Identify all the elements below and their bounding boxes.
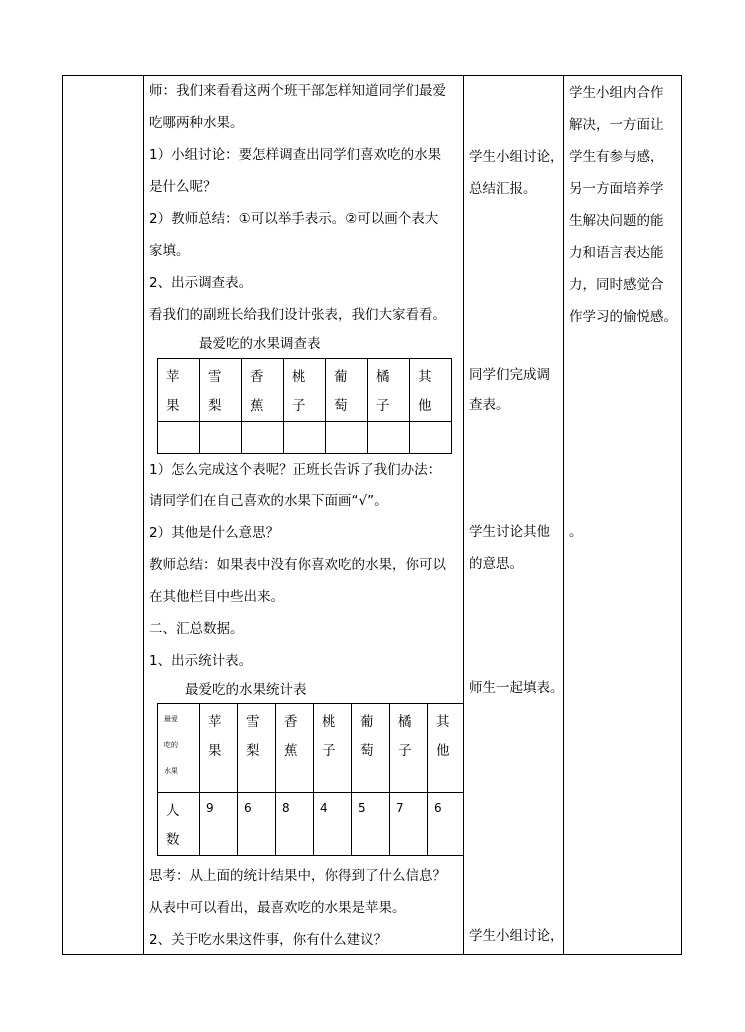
stat-header-cell: 苹果 bbox=[200, 704, 238, 793]
stat-value-cell: 4 bbox=[314, 793, 352, 856]
stat-value-cell: 7 bbox=[390, 793, 428, 856]
stat-value-cell: 9 bbox=[200, 793, 238, 856]
design-intent-line: 学生小组内合作 bbox=[569, 85, 664, 101]
survey-blank-cell bbox=[284, 422, 326, 454]
survey-header-cell: 苹果 bbox=[158, 359, 200, 422]
stat-table-title: 最爱吃的水果统计表 bbox=[185, 682, 307, 698]
survey-table bbox=[157, 358, 452, 454]
design-intent-line: 解决，一方面让 bbox=[569, 117, 664, 133]
survey-blank-cell bbox=[242, 422, 284, 454]
student-activity-b2: 查表。 bbox=[469, 397, 510, 413]
lesson-plan-table bbox=[62, 75, 682, 955]
survey-header-cell: 雪梨 bbox=[200, 359, 242, 422]
survey-blank-cell bbox=[200, 422, 242, 454]
stat-header-cell: 橘子 bbox=[390, 704, 428, 793]
last-step: 2、关于吃水果这件事，你有什么建议？ bbox=[149, 932, 388, 948]
survey-header-cell: 香蕉 bbox=[242, 359, 284, 422]
stat-table bbox=[157, 703, 463, 856]
design-intent-line: 另一方面培养学 bbox=[569, 181, 664, 197]
stat-header-cell: 雪梨 bbox=[238, 704, 276, 793]
design-intent-line: 力和语言表达能 bbox=[569, 245, 664, 261]
summary-line-2: 在其他栏目中些出来。 bbox=[149, 589, 284, 605]
stat-header-cell: 桃子 bbox=[314, 704, 352, 793]
student-activity-c1: 学生讨论其他 bbox=[469, 524, 550, 540]
question-1-line-2: 是什么呢？ bbox=[149, 179, 217, 195]
survey-header-cell: 葡萄 bbox=[326, 359, 368, 422]
design-intent-line: 生解决问题的能 bbox=[569, 213, 664, 229]
design-intent-line: 力，同时感觉合 bbox=[569, 277, 664, 293]
student-activity-d1: 师生一起填表。 bbox=[469, 680, 563, 696]
summary-line-1: 教师总结：如果表中没有你喜欢吃的水果，你可以 bbox=[149, 557, 446, 573]
think-line-2: 从表中可以看出，最喜欢吃的水果是苹果。 bbox=[149, 900, 406, 916]
question-1-line-1: 1）小组讨论：要怎样调查出同学们喜欢吃的水果 bbox=[149, 147, 442, 163]
section-2-step-1: 1、出示统计表。 bbox=[149, 653, 253, 669]
survey-header-cell: 其他 bbox=[410, 359, 452, 422]
stat-row-label: 人数 bbox=[158, 793, 200, 856]
student-activity-c2: 的意思。 bbox=[469, 556, 523, 572]
stat-value-cell: 6 bbox=[238, 793, 276, 856]
teacher-activity-column bbox=[143, 76, 463, 954]
section-2-heading: 二、汇总数据。 bbox=[149, 621, 244, 637]
after-survey-line-1: 1）怎么完成这个表呢？正班长告诉了我们办法： bbox=[149, 462, 442, 478]
design-intent-line: 学生有参与感， bbox=[569, 149, 664, 165]
student-activity-e1: 学生小组讨论， bbox=[469, 928, 563, 944]
student-activity-column bbox=[463, 76, 563, 954]
after-survey-line-2: 请同学们在自己喜欢的水果下面画“√”。 bbox=[149, 493, 388, 509]
survey-blank-cell bbox=[410, 422, 452, 454]
question-2-line-1: 2）教师总结：①可以举手表示。②可以画个表大 bbox=[149, 211, 439, 227]
stat-corner-cell: 最爱吃的水果 bbox=[158, 704, 200, 793]
step-2-description: 看我们的副班长给我们设计张表，我们大家看看。 bbox=[149, 307, 446, 323]
stat-header-cell: 香蕉 bbox=[276, 704, 314, 793]
intro-line-1: 师：我们来看看这两个班干部怎样知道同学们最爱 bbox=[149, 83, 446, 99]
column-empty bbox=[63, 76, 143, 954]
survey-table-title: 最爱吃的水果调查表 bbox=[199, 336, 321, 352]
stat-value-cell: 5 bbox=[352, 793, 390, 856]
stat-value-cell: 6 bbox=[428, 793, 464, 856]
student-activity-a1: 学生小组讨论， bbox=[469, 149, 563, 165]
think-line-1: 思考：从上面的统计结果中，你得到了什么信息？ bbox=[149, 868, 446, 884]
survey-blank-cell bbox=[158, 422, 200, 454]
student-activity-b1: 同学们完成调 bbox=[469, 367, 550, 383]
stat-header-cell: 其他 bbox=[428, 704, 464, 793]
intro-line-2: 吃哪两种水果。 bbox=[149, 115, 244, 131]
stat-header-cell: 葡萄 bbox=[352, 704, 390, 793]
step-2-heading: 2、出示调查表。 bbox=[149, 275, 253, 291]
student-activity-a2: 总结汇报。 bbox=[469, 181, 537, 197]
survey-blank-cell bbox=[368, 422, 410, 454]
question-2-line-2: 家填。 bbox=[149, 243, 190, 259]
stat-value-cell: 8 bbox=[276, 793, 314, 856]
design-intent-line: 作学习的愉悦感。 bbox=[569, 309, 677, 325]
survey-header-cell: 橘子 bbox=[368, 359, 410, 422]
survey-blank-cell bbox=[326, 422, 368, 454]
other-question: 2）其他是什么意思？ bbox=[149, 525, 280, 541]
design-intent-dot: 。 bbox=[569, 524, 583, 540]
design-intent-column bbox=[563, 76, 683, 954]
survey-header-cell: 桃子 bbox=[284, 359, 326, 422]
